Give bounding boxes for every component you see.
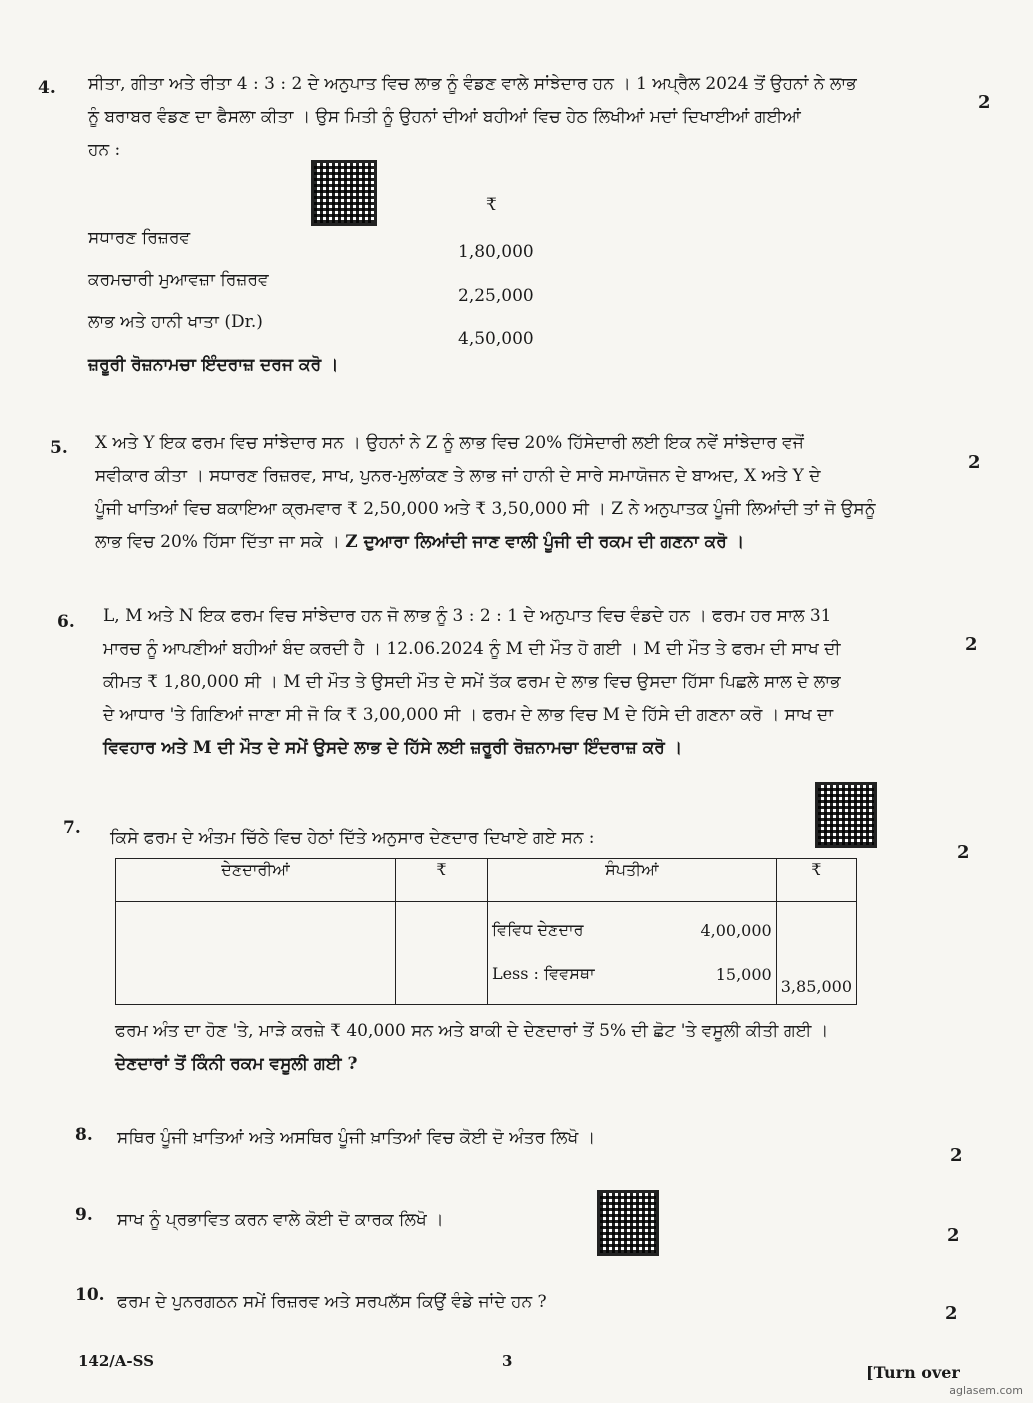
q4-item-label: ਸਧਾਰਣ ਰਿਜ਼ਰਵ: [88, 228, 191, 248]
q4-item-amount: 1,80,000: [458, 242, 534, 262]
q4-rupee-header: ₹: [486, 195, 497, 215]
q7-number: 7.: [63, 818, 81, 838]
q4-item-label: ਲਾਭ ਅਤੇ ਹਾਨੀ ਖਾਤਾ (Dr.): [88, 312, 263, 332]
turn-over-label: [Turn over: [866, 1363, 960, 1382]
q4-item-label: ਕਰਮਚਾਰੀ ਮੁਆਵਜ਼ਾ ਰਿਜ਼ਰਵ: [88, 270, 269, 290]
provision-label: Less : ਵਿਵਸਥਾ: [491, 964, 595, 983]
q4-marks: 2: [978, 92, 991, 113]
q4-instruction: ਜ਼ਰੂਰੀ ਰੋਜ਼ਨਾਮਚਾ ਇੰਦਰਾਜ਼ ਦਰਜ ਕਰੋ ।: [88, 355, 339, 375]
table-header-row: [116, 859, 857, 902]
assets-amount-header: ₹: [776, 859, 856, 902]
q10-marks: 2: [945, 1303, 958, 1324]
qr-code-icon: [815, 782, 877, 848]
liabilities-amount-header: ₹: [395, 859, 487, 902]
q9-text: ਸਾਖ ਨੂੰ ਪ੍ਰਭਾਵਿਤ ਕਰਨ ਵਾਲੇ ਕੋਈ ਦੋ ਕਾਰਕ ਲਿਖੋ ।: [117, 1210, 444, 1230]
q9-number: 9.: [75, 1205, 93, 1225]
q7-marks: 2: [957, 842, 970, 863]
qr-code-icon: [597, 1190, 659, 1256]
q6-number: 6.: [57, 612, 75, 632]
q4-number: 4.: [38, 78, 56, 98]
q5-number: 5.: [50, 438, 68, 458]
q8-number: 8.: [75, 1125, 93, 1145]
q8-marks: 2: [950, 1145, 963, 1166]
q5-marks: 2: [968, 452, 981, 473]
q9-marks: 2: [947, 1225, 960, 1246]
qr-code-icon: [311, 160, 377, 226]
liabilities-cell: [116, 902, 396, 1005]
assets-header: ਸੰਪਤੀਆਂ: [487, 859, 776, 902]
net-debtors-cell: 3,85,000: [776, 902, 856, 1005]
watermark: aglasem.com: [949, 1384, 1023, 1397]
q8-text: ਸਥਿਰ ਪੂੰਜੀ ਖ਼ਾਤਿਆਂ ਅਤੇ ਅਸਥਿਰ ਪੂੰਜੀ ਖ਼ਾਤਿਆਂ ਵਿਚ ਕੋਈ ਦੋ ਅੰਤਰ ਲਿਖੋ ।: [117, 1128, 596, 1148]
table-row: [116, 902, 857, 1005]
assets-cell: [487, 902, 776, 1005]
provision-amount: 15,000: [715, 964, 772, 984]
q5-text: X ਅਤੇ Y ਇਕ ਫਰਮ ਵਿਚ ਸਾਂਝੇਦਾਰ ਸਨ । ਉਹਨਾਂ ਨੇ Z ਨੂੰ ਲਾਭ ਵਿਚ 20% ਹਿੱਸੇਦਾਰੀ ਲਈ ਇਕ ਨਵੇਂ ਸਾਂਝੇਦਾਰ ਵਜੋਂ ਸਵੀਕਾਰ ਕੀਤਾ । ਸਧਾਰਣ ਰਿਜ਼ਰਵ, ਸਾਖ, ਪੁਨਰ-ਮੁਲਾਂਕਣ ਤੇ ਲਾਭ ਜਾਂ ਹਾਨੀ ਦੇ ਸਾਰੇ ਸਮਾਯੋਜਨ ਦੇ ਬਾਅਦ, X ਅਤੇ Y ਦੇ ਪੂੰਜੀ ਖਾਤਿਆਂ ਵਿਚ ਬਕਾਇਆ ਕ੍ਰਮਵਾਰ ₹ 2,50,000 ਅਤੇ ₹ 3,50,000 ਸੀ । Z ਨੇ ਅਨੁਪਾਤਕ ਪੂੰਜੀ ਲਿਆਂਦੀ ਤਾਂ ਜੋ ਉਸਨੂੰ ਲਾਭ ਵਿਚ 20% ਹਿੱਸਾ ਦਿੱਤਾ ਜਾ ਸਕੇ । Z ਦੁਆਰਾ ਲਿਆਂਦੀ ਜਾਣ ਵਾਲੀ ਪੂੰਜੀ ਦੀ ਰਕਮ ਦੀ ਗਣਨਾ ਕਰੋ ।: [95, 433, 876, 552]
paper-code: 142/A-SS: [78, 1352, 154, 1370]
q7-intro: ਕਿਸੇ ਫਰਮ ਦੇ ਅੰਤਮ ਚਿੱਠੇ ਵਿਚ ਹੇਠਾਂ ਦਿੱਤੇ ਅਨੁਸਾਰ ਦੇਣਦਾਰ ਦਿਖਾਏ ਗਏ ਸਨ :: [110, 828, 595, 848]
page-number: 3: [502, 1352, 513, 1370]
q4-item-amount: 4,50,000: [458, 329, 534, 349]
liabilities-amount-cell: [395, 902, 487, 1005]
q4-item-amount: 2,25,000: [458, 286, 534, 306]
q6-marks: 2: [965, 634, 978, 655]
q10-text: ਫਰਮ ਦੇ ਪੁਨਰਗਠਨ ਸਮੇਂ ਰਿਜ਼ਰਵ ਅਤੇ ਸਰਪਲੱਸ ਕਿਉਂ ਵੰਡੇ ਜਾਂਦੇ ਹਨ ?: [117, 1292, 547, 1312]
debtors-amount: 4,00,000: [700, 920, 772, 940]
q7-text: ਫਰਮ ਅੰਤ ਦਾ ਹੋਣ 'ਤੇ, ਮਾੜੇ ਕਰਜ਼ੇ ₹ 40,000 ਸਨ ਅਤੇ ਬਾਕੀ ਦੇ ਦੇਣਦਾਰਾਂ ਤੋਂ 5% ਦੀ ਛੋਟ 'ਤੇ ਵਸੂਲੀ ਕੀਤੀ ਗਈ । ਦੇਣਦਾਰਾਂ ਤੋਂ ਕਿੰਨੀ ਰਕਮ ਵਸੂਲੀ ਗਈ ?: [115, 1021, 829, 1074]
q4-text: ਸੀਤਾ, ਗੀਤਾ ਅਤੇ ਰੀਤਾ 4 : 3 : 2 ਦੇ ਅਨੁਪਾਤ ਵਿਚ ਲਾਭ ਨੂੰ ਵੰਡਣ ਵਾਲੇ ਸਾਂਝੇਦਾਰ ਹਨ । 1 ਅਪ੍ਰੈਲ 2024 ਤੋਂ ਉਹਨਾਂ ਨੇ ਲਾਭ ਨੂੰ ਬਰਾਬਰ ਵੰਡਣ ਦਾ ਫੈਸਲਾ ਕੀਤਾ । ਉਸ ਮਿਤੀ ਨੂੰ ਉਹਨਾਂ ਦੀਆਂ ਬਹੀਆਂ ਵਿਚ ਹੇਠ ਲਿਖੀਆਂ ਮਦਾਂ ਦਿਖਾਈਆਂ ਗਈਆਂ ਹਨ :: [88, 74, 857, 160]
balance-sheet-table: [115, 858, 857, 1005]
q6-text: L, M ਅਤੇ N ਇਕ ਫਰਮ ਵਿਚ ਸਾਂਝੇਦਾਰ ਹਨ ਜੋ ਲਾਭ ਨੂੰ 3 : 2 : 1 ਦੇ ਅਨੁਪਾਤ ਵਿਚ ਵੰਡਦੇ ਹਨ । ਫਰਮ ਹਰ ਸਾਲ 31 ਮਾਰਚ ਨੂੰ ਆਪਣੀਆਂ ਬਹੀਆਂ ਬੰਦ ਕਰਦੀ ਹੈ । 12.06.2024 ਨੂੰ M ਦੀ ਮੌਤ ਹੋ ਗਈ । M ਦੀ ਮੌਤ ਤੇ ਫਰਮ ਦੀ ਸਾਖ ਦੀ ਕੀਮਤ ₹ 1,80,000 ਸੀ । M ਦੀ ਮੌਤ ਤੇ ਉਸਦੀ ਮੌਤ ਦੇ ਸਮੇਂ ਤੱਕ ਫਰਮ ਦੇ ਲਾਭ ਵਿਚ ਉਸਦਾ ਹਿੱਸਾ ਪਿਛਲੇ ਸਾਲ ਦੇ ਲਾਭ ਦੇ ਆਧਾਰ 'ਤੇ ਗਿਣਿਆਂ ਜਾਣਾ ਸੀ ਜੋ ਕਿ ₹ 3,00,000 ਸੀ । ਫਰਮ ਦੇ ਲਾਭ ਵਿਚ M ਦੇ ਹਿੱਸੇ ਦੀ ਗਣਨਾ ਕਰੋ । ਸਾਖ ਦਾ ਵਿਵਹਾਰ ਅਤੇ M ਦੀ ਮੌਤ ਦੇ ਸਮੇਂ ਉਸਦੇ ਲਾਭ ਦੇ ਹਿੱਸੇ ਲਈ ਜ਼ਰੂਰੀ ਰੋਜ਼ਨਾਮਚਾ ਇੰਦਰਾਜ਼ ਕਰੋ ।: [103, 606, 841, 758]
debtors-label: ਵਿਵਿਧ ਦੇਣਦਾਰ: [491, 920, 584, 939]
q10-number: 10.: [75, 1285, 105, 1305]
liabilities-header: ਦੇਣਦਾਰੀਆਂ: [116, 859, 396, 902]
